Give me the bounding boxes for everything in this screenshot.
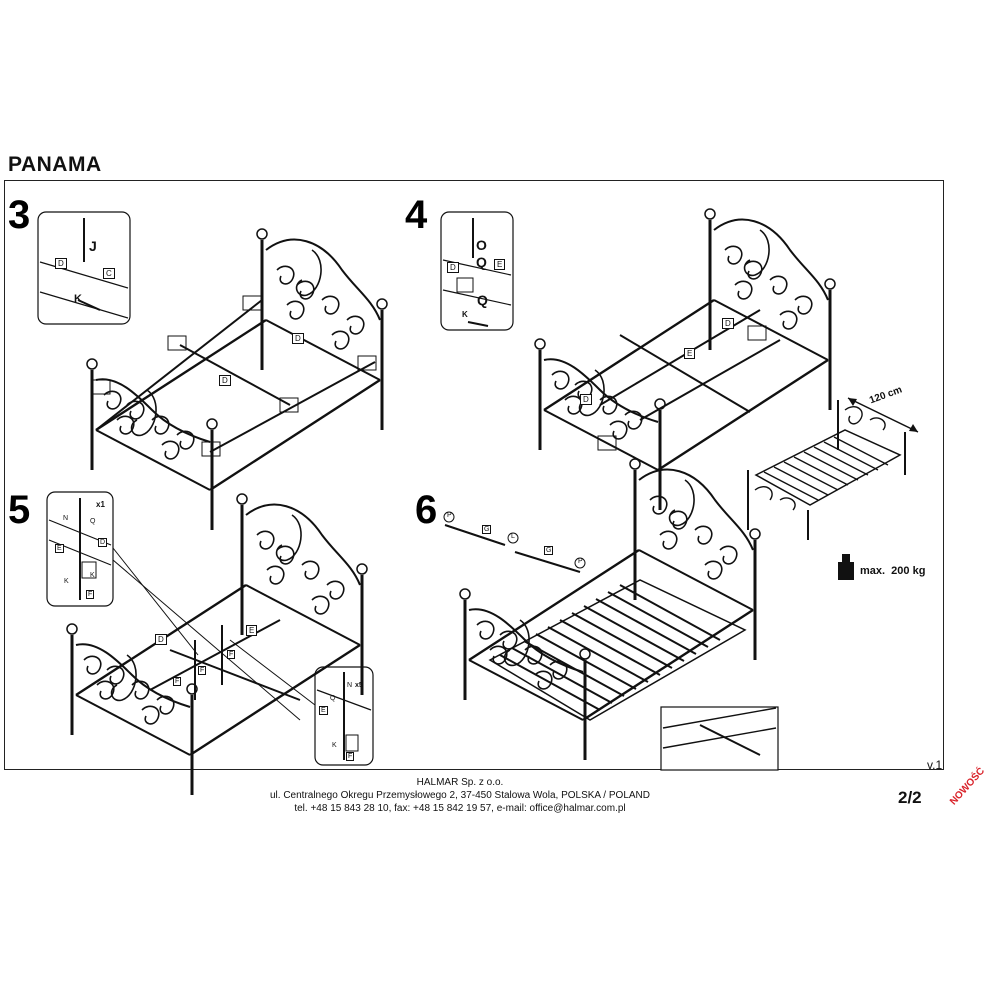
label-p: P: [447, 512, 452, 519]
label-g: G: [546, 547, 552, 554]
label-d: D: [155, 634, 167, 645]
label-f: F: [88, 591, 93, 598]
label-e: E: [57, 545, 62, 552]
label-k: K: [74, 293, 82, 305]
weight-icon: [838, 554, 854, 580]
label-x1: x1: [96, 500, 105, 509]
label-k: K: [462, 310, 468, 319]
step-3-bed-illustration: [87, 229, 387, 530]
label-d: D: [722, 318, 734, 329]
label-n: N: [347, 682, 353, 689]
label-d: D: [219, 375, 231, 386]
label-d: D: [447, 262, 459, 273]
width-dimension: 120 cm: [868, 384, 904, 407]
label-l: L: [511, 533, 515, 540]
slat-bed-preview: [748, 398, 918, 540]
label-j: J: [89, 238, 97, 254]
label-d: D: [580, 394, 592, 405]
label-f: F: [348, 753, 353, 760]
footer-contact: tel. +48 15 843 28 10, fax: +48 15 842 19 57, e-mail: office@halmar.com.pl: [294, 803, 626, 814]
label-q: Q: [330, 695, 336, 702]
page-number: 2/2: [898, 788, 922, 807]
footer-company: HALMAR Sp. z o.o.: [416, 777, 504, 788]
label-k: K: [332, 742, 337, 749]
label-f: F: [175, 678, 180, 685]
document-title: PANAMA: [8, 153, 102, 176]
footer: [0, 776, 920, 815]
label-d: D: [55, 258, 67, 269]
version-label: v.1: [927, 758, 943, 772]
step-4-number: 4: [405, 193, 428, 237]
label-x5: x5: [355, 682, 363, 689]
label-o: O: [476, 237, 487, 253]
label-q: Q: [90, 518, 96, 525]
step-6-number: 6: [415, 488, 438, 532]
label-q: Q: [476, 254, 487, 270]
label-f: F: [200, 667, 205, 674]
step-6-parts-row: [444, 512, 585, 572]
label-g: G: [484, 526, 490, 533]
label-d: D: [292, 333, 304, 344]
label-e: E: [321, 707, 326, 714]
label-f: F: [229, 651, 234, 658]
label-p: P: [578, 558, 583, 565]
label-e: E: [246, 625, 257, 636]
label-c: C: [103, 268, 115, 279]
step-3-number: 3: [8, 193, 31, 237]
max-load-label: max. 200 kg: [860, 565, 926, 577]
label-e: E: [684, 348, 695, 359]
label-k: K: [64, 578, 69, 585]
label-q: Q: [477, 292, 488, 308]
footer-address: ul. Centralnego Okregu Przemysłowego 2, 37-450 Stalowa Wola, POLSKA / POLAND: [269, 790, 650, 801]
label-k: K: [90, 572, 95, 579]
label-e: E: [494, 259, 505, 270]
label-n: N: [63, 515, 69, 522]
label-d: D: [100, 539, 106, 546]
new-badge: NOWOŚĆ: [948, 765, 988, 808]
step-5-number: 5: [8, 488, 31, 532]
